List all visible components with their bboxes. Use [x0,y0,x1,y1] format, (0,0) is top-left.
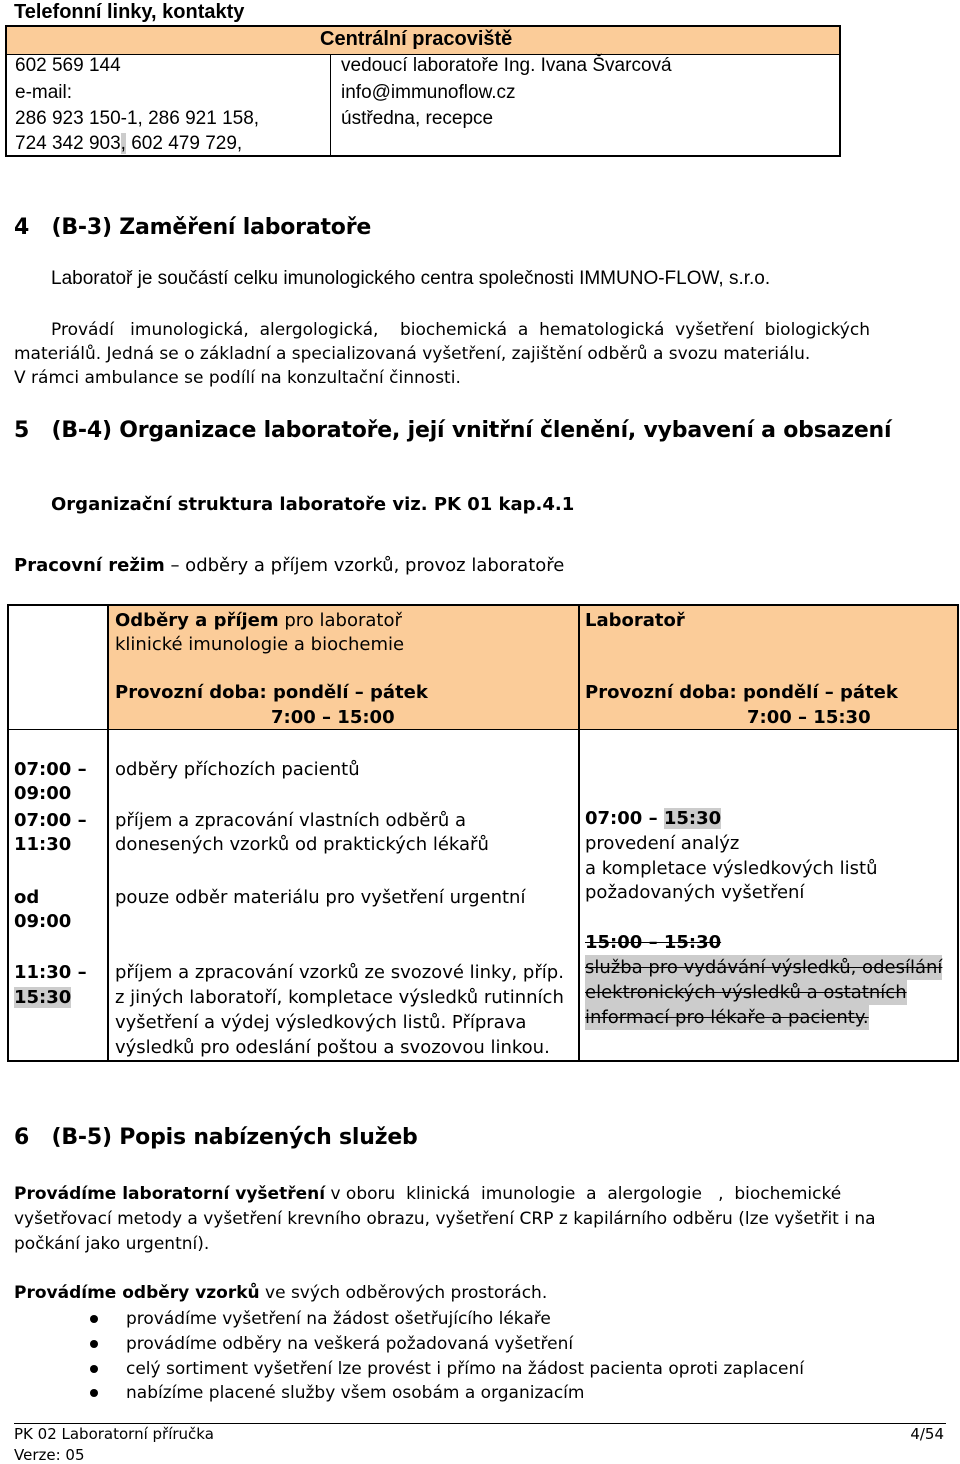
bullet-icon [90,1315,98,1323]
lab-time [585,806,721,831]
bullet-icon [90,1389,98,1397]
services-para2 [14,1281,547,1305]
other-phone: 602 479 729, [125,133,243,154]
section6-heading: 6 (B-5) Popis nabízených služeb [14,1125,418,1150]
hours-table [7,604,959,1062]
footer-doc-name: PK 02 Laboratorní příručka [14,1425,214,1443]
hours-col1-time: 7:00 – 15:00 [271,707,395,728]
activity-2-line1: příjem a zpracování vlastních odběrů a [115,810,466,831]
highlighted-phone: 724 342 903 [15,133,121,154]
time-start-4: 11:30 – [14,962,87,983]
lab-struck-line-1: služba pro vydávání výsledků, odesílání [585,957,943,978]
contact-switchboard-phones: 286 923 150-1, 286 921 158, [15,108,260,129]
hours-border-right [957,604,959,1062]
time-end-2: 11:30 [14,834,72,855]
lab-struck-time: 15:00 – 15:30 [585,932,722,953]
col1-head-rest: pro laboratoř [278,610,402,631]
contact-mobile-phones [15,133,242,155]
highlighted-comma: , [120,133,126,154]
footer-rule [14,1423,946,1424]
lab-line-1: provedení analýz [585,833,740,854]
section5-heading: 5 (B-4) Organizace laboratoře, její vnitřní členění, vybavení a obsazení [14,418,892,443]
time-end-4 [14,985,71,1010]
activity-1: odběry příchozích pacientů [115,759,360,780]
contacts-header-row [7,27,839,55]
activity-4-line2: z jiných laboratoří, kompletace výsledků rutinních [115,987,564,1008]
col1-head-bold: Odběry a příjem [115,610,279,631]
contacts-table [5,25,841,157]
hours-border-bottom [7,1060,959,1062]
contacts-header: Centrální pracoviště [320,28,513,50]
services-para1-bold: Provádíme laboratorní vyšetření [14,1184,326,1204]
contact-email-label: e-mail: [15,82,73,103]
hours-col2-time: 7:00 – 15:30 [747,707,871,728]
contact-email[interactable]: info@immunoflow.cz [341,82,516,103]
hours-border-col1 [107,604,109,1062]
activity-4-line1: příjem a zpracování vzorků ze svozové linky, příp. [115,962,564,983]
org-structure-ref: Organizační struktura laboratoře viz. PK 01 kap.4.1 [51,494,575,515]
lab-struck-line-2: elektronických výsledků a ostatních [585,982,907,1003]
lab-time-end: 15:30 [663,808,722,829]
list-item-text: nabízíme placené služby všem osobám a organizacím [126,1383,585,1403]
lab-line-2: a kompletace výsledkových listů [585,858,878,879]
hours-col1-operating: Provozní doba: pondělí – pátek [115,682,428,703]
contact-head-of-lab: vedoucí laboratoře Ing. Ivana Švarcová [341,55,672,76]
time-end-1: 09:00 [14,783,72,804]
hours-border-col2 [578,604,580,1062]
hours-border-top [7,604,959,606]
bullet-icon [90,1365,98,1373]
contact-phone: 602 569 144 [15,55,121,76]
time-start-1: 07:00 – [14,759,87,780]
activity-2-line2: donesených vzorků od praktických lékařů [115,834,489,855]
services-para1-rest: v oboru klinická imunologie a alergologie , biochemické [325,1184,842,1204]
footer-version: Verze: 05 [14,1446,85,1464]
section4-intro: Laboratoř je součástí celku imunologického centra společnosti IMMUNO-FLOW, s.r.o. [51,268,771,289]
activity-4-line4: výsledků pro odeslání poštou a svozovou linkou. [115,1037,550,1058]
hours-col1-head-line2: klinické imunologie a biochemie [115,634,405,655]
contact-switchboard-label: ústředna, recepce [341,108,494,129]
time-from-value: 09:00 [14,911,72,932]
contacts-title: Telefonní linky, kontakty [14,1,245,23]
lab-struck-line-3: informací pro lékaře a pacienty. [585,1007,869,1028]
work-regime-label: Pracovní režim [14,555,165,576]
hours-col2-operating: Provozní doba: pondělí – pátek [585,682,898,703]
hours-border-left [7,604,9,1062]
activity-4-line3: vyšetření a výdej výsledkových listů. Příprava [115,1012,527,1033]
lab-time-start: 07:00 – [585,808,664,829]
services-para1-line2: vyšetřovací metody a vyšetření krevního obrazu, vyšetření CRP z kapilárního odběru (lze vyšetřit i na [14,1209,876,1229]
time-start-2: 07:00 – [14,810,87,831]
list-item-text: celý sortiment vyšetření lze provést i přímo na žádost pacienta oproti zaplacení [126,1359,804,1379]
hours-col1-head-line1 [115,608,402,633]
services-para2-rest: ve svých odběrových prostorách. [259,1283,548,1303]
time-end-4-highlight: 15:30 [14,987,72,1008]
services-para1-line3: počkání jako urgentní). [14,1234,210,1254]
activity-3: pouze odběr materiálu pro vyšetření urgentní [115,887,526,908]
bullet-icon [90,1340,98,1348]
work-regime-text: – odběry a příjem vzorků, provoz laboratoře [164,555,565,576]
contacts-divider [330,54,331,157]
list-item-text: provádíme odběry na veškerá požadovaná vyšetření [126,1334,574,1354]
hours-col2-head: Laboratoř [585,610,685,631]
section4-heading: 4 (B-3) Zaměření laboratoře [14,215,372,240]
services-para2-bold: Provádíme odběry vzorků [14,1283,260,1303]
work-regime [14,555,564,576]
footer-page-number: 4/54 [910,1425,944,1443]
time-from-label: od [14,887,40,908]
section4-para-line3: V rámci ambulance se podílí na konzultační činnosti. [14,368,461,388]
section4-para-line2: materiálů. Jedná se o základní a specializovaná vyšetření, zajištění odběrů a svozu materiálu. [14,344,811,364]
services-para1-line1 [14,1182,841,1206]
lab-line-3: požadovaných vyšetření [585,882,805,903]
section4-para-line1: Provádí imunologická, alergologická, biochemická a hematologická vyšetření biologických [51,320,870,340]
list-item-text: provádíme vyšetření na žádost ošetřujícího lékaře [126,1309,551,1329]
